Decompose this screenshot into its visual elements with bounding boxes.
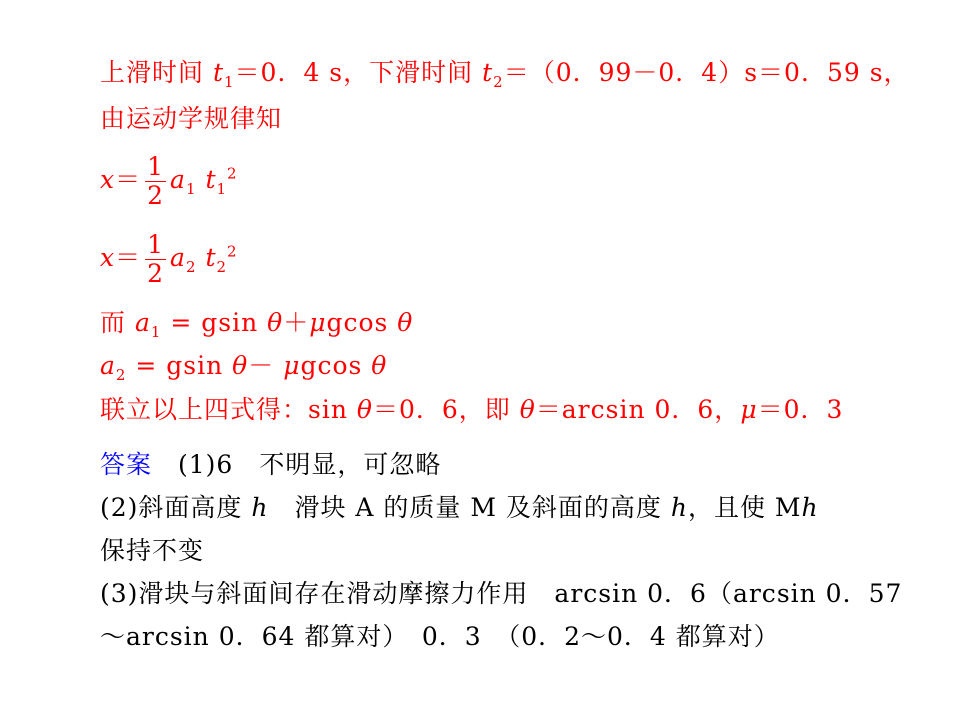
sub-t2: 2 bbox=[493, 73, 504, 91]
l6-a: a bbox=[100, 351, 116, 380]
answer-h-2: h bbox=[670, 493, 688, 522]
solution-line-1 bbox=[100, 58, 910, 91]
l7-theta-1: θ bbox=[356, 395, 373, 424]
eq2-x: x bbox=[100, 243, 116, 272]
solution-line-a1 bbox=[100, 308, 414, 341]
l5-plus: ＋ bbox=[283, 308, 310, 337]
answer-h-3: h bbox=[801, 493, 819, 522]
eq1-equals: ＝ bbox=[115, 165, 142, 194]
l5-theta-2: θ bbox=[397, 308, 414, 337]
l6-gcos: gcos bbox=[300, 351, 372, 380]
text-kinematics: 由运动学规律知 bbox=[100, 104, 283, 133]
answer-label: 答案 bbox=[100, 450, 153, 479]
eq1-t-sub: 1 bbox=[216, 180, 228, 198]
eq1-a: a bbox=[170, 165, 186, 194]
l7-eq-06: ＝0．6，即 bbox=[372, 395, 520, 424]
answer-line-2 bbox=[100, 493, 819, 523]
answer-part-4: (3)滑块与斜面间存在滑动摩擦力作用 arcsin 0．6（arcsin 0．57 bbox=[100, 579, 903, 608]
l7-arcsin: ＝arcsin 0．6， bbox=[535, 395, 741, 424]
answer-part-5: ～arcsin 0．64 都算对） 0．3 （0．2～0．4 都算对） bbox=[100, 622, 780, 651]
answer-line-5 bbox=[100, 622, 780, 652]
l5-mu: μ bbox=[309, 308, 327, 337]
answer-part-3: 保持不变 bbox=[100, 536, 205, 565]
sub-t1: 1 bbox=[224, 73, 235, 91]
l7-mu: μ bbox=[740, 395, 758, 424]
l7-theta-2: θ bbox=[519, 395, 536, 424]
eq2-t-sub: 2 bbox=[216, 258, 228, 276]
l6-theta-1: θ bbox=[232, 351, 249, 380]
l5-gcos: gcos bbox=[326, 308, 398, 337]
eq2-equals: ＝ bbox=[115, 243, 142, 272]
l6-minus: － bbox=[248, 351, 284, 380]
text-t1-value: ＝0．4 s，下滑时间 bbox=[234, 58, 483, 87]
l6-gsin: = gsin bbox=[126, 351, 233, 380]
l5-theta-1: θ bbox=[267, 308, 284, 337]
l7-mu-value: ＝0．3 bbox=[757, 395, 844, 424]
solution-line-2 bbox=[100, 104, 282, 134]
answer-part-2a: (2)斜面高度 bbox=[100, 493, 252, 522]
eq2-a-sub: 2 bbox=[185, 258, 197, 276]
eq2-numerator: 1 bbox=[147, 230, 165, 259]
equation-2 bbox=[100, 228, 238, 288]
eq1-fraction bbox=[145, 153, 166, 210]
answer-h-1: h bbox=[251, 493, 269, 522]
l6-a-sub: 2 bbox=[115, 366, 127, 384]
var-t1: t bbox=[212, 58, 224, 87]
answer-line-1 bbox=[100, 450, 441, 480]
eq1-t: t bbox=[205, 165, 217, 194]
equation-1 bbox=[100, 150, 238, 210]
l5-a: a bbox=[134, 308, 151, 337]
text-t2-value: ＝（0．99－0．4）s＝0．59 s， bbox=[503, 58, 910, 87]
l6-theta-2: θ bbox=[371, 351, 388, 380]
l7-text-combine: 联立以上四式得：sin bbox=[100, 395, 357, 424]
solution-line-a2 bbox=[100, 351, 388, 384]
eq2-fraction bbox=[145, 231, 166, 288]
solution-line-result bbox=[100, 395, 843, 425]
eq1-denominator: 2 bbox=[147, 181, 165, 210]
text-up-slide-time: 上滑时间 bbox=[100, 58, 213, 87]
l5-a-sub: 1 bbox=[150, 323, 162, 341]
eq2-t: t bbox=[205, 243, 217, 272]
var-t2: t bbox=[482, 58, 494, 87]
answer-line-4 bbox=[100, 579, 902, 609]
answer-part-2c: ，且使 M bbox=[687, 493, 802, 522]
l6-mu: μ bbox=[283, 351, 301, 380]
eq2-t-sup: 2 bbox=[227, 242, 238, 261]
eq1-numerator: 1 bbox=[147, 152, 165, 181]
text-er: 而 bbox=[100, 308, 135, 337]
eq1-a-sub: 1 bbox=[185, 180, 197, 198]
eq2-a: a bbox=[170, 243, 186, 272]
eq1-t-sup: 2 bbox=[227, 164, 238, 183]
answer-part-1: (1)6 不明显，可忽略 bbox=[152, 450, 442, 479]
eq1-x: x bbox=[100, 165, 116, 194]
l5-gsin: = gsin bbox=[161, 308, 268, 337]
answer-part-2b: 滑块 A 的质量 M 及斜面的高度 bbox=[268, 493, 671, 522]
eq2-denominator: 2 bbox=[147, 259, 165, 288]
answer-line-3 bbox=[100, 536, 204, 566]
